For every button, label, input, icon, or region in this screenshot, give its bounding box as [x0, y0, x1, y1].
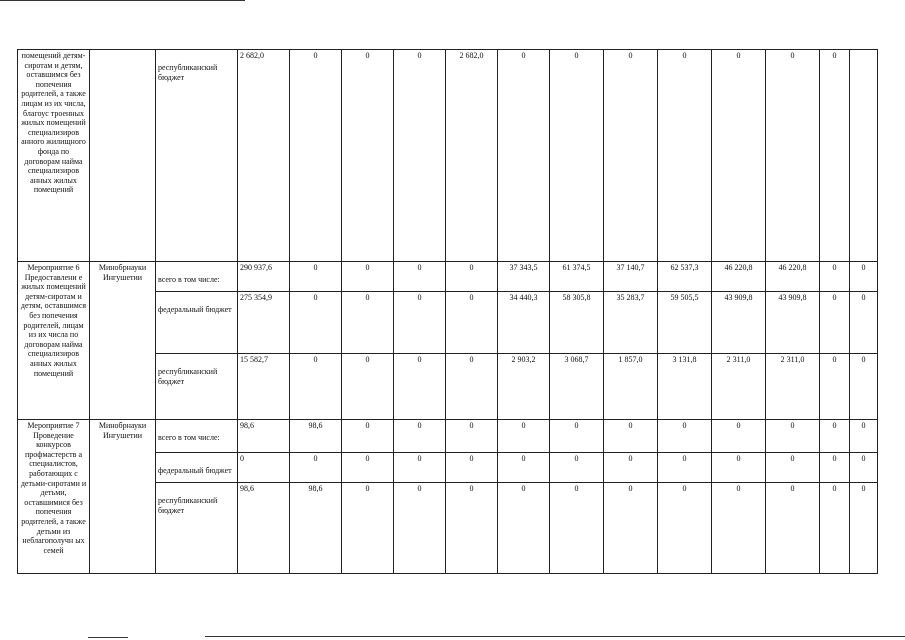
value-cell: 43 909,8: [712, 292, 766, 354]
funding-source-cell: [156, 354, 238, 420]
value-cell: 62 537,3: [658, 262, 712, 292]
value-cell: 0: [850, 262, 878, 292]
value-cell: 0: [658, 420, 712, 453]
table-row: [18, 262, 878, 292]
value-cell: 0: [394, 354, 446, 420]
budget-table: [17, 49, 878, 574]
table-row: [18, 50, 878, 262]
value-cell: 0: [820, 483, 850, 574]
value-cell: 0: [342, 483, 394, 574]
funding-source-cell: [156, 483, 238, 574]
scan-border-top: [0, 0, 245, 1]
value-cell: 0: [766, 50, 820, 262]
value-cell: 2 311,0: [712, 354, 766, 420]
value-cell: 0: [820, 453, 850, 483]
event-cell: Мероприятие 6 Предоставлени е жилых помещений детям-сиротам и детям, оставшимся без попечения родителей, лицам из их числа по договорам найма специализиров анных жилых помещений: [18, 262, 90, 420]
value-cell: 61 374,5: [550, 262, 604, 292]
value-cell: 98,6: [290, 420, 342, 453]
value-cell: 0: [446, 354, 498, 420]
value-cell: 46 220,8: [766, 262, 820, 292]
value-cell: 3 131,8: [658, 354, 712, 420]
funding-source-label: федеральный бюджет: [158, 305, 232, 314]
value-cell: 34 440,3: [498, 292, 550, 354]
value-cell: 0: [820, 354, 850, 420]
funding-source-label: всего в том числе:: [158, 433, 220, 442]
value-cell: 2 682,0: [446, 50, 498, 262]
value-cell: 0: [766, 483, 820, 574]
value-cell: 0: [446, 292, 498, 354]
value-cell: 0: [850, 354, 878, 420]
executor-cell: [90, 50, 156, 262]
value-cell: 0: [446, 262, 498, 292]
value-cell: 0: [820, 262, 850, 292]
executor-cell: Минобрнауки Ингушетии: [90, 262, 156, 420]
value-cell: 0: [394, 453, 446, 483]
value-cell: 0: [712, 483, 766, 574]
value-cell: 0: [604, 420, 658, 453]
value-cell: 0: [290, 50, 342, 262]
total-value-cell: 98,6: [238, 420, 290, 453]
funding-source-label: всего в том числе:: [158, 275, 220, 284]
value-cell: 0: [290, 354, 342, 420]
total-value-cell: 0: [238, 453, 290, 483]
event-cell: помещений детям-сиротам и детям, оставшимся без попечения родителей, а также лицам из их числа, благоус троенных жилых помещений специализиров анного жилищного фонда по договорам найма специализиров анных жилых помещений: [18, 50, 90, 262]
value-cell: 0: [446, 453, 498, 483]
scan-border-bottom: [205, 636, 905, 637]
value-cell: 0: [290, 453, 342, 483]
value-cell: 0: [850, 453, 878, 483]
value-cell: 0: [290, 292, 342, 354]
value-cell: 0: [550, 453, 604, 483]
value-cell: 0: [342, 50, 394, 262]
value-cell: 0: [498, 453, 550, 483]
value-cell: 0: [604, 50, 658, 262]
value-cell: 1 857,0: [604, 354, 658, 420]
funding-source-cell: [156, 50, 238, 262]
event-cell: Мероприятие 7 Проведение конкурсов профмастерств а специалистов, работающих с детьми-сиротами и детьми, оставшимися без попечения родителей, а также детьми из неблагополучн ых семей: [18, 420, 90, 574]
value-cell: 0: [342, 354, 394, 420]
value-cell: 0: [498, 483, 550, 574]
value-cell: 0: [342, 420, 394, 453]
value-cell: 0: [498, 420, 550, 453]
value-cell: 0: [658, 453, 712, 483]
value-cell: 0: [712, 420, 766, 453]
funding-source-label: республиканский бюджет: [158, 63, 218, 82]
value-cell: 0: [550, 420, 604, 453]
total-value-cell: 15 582,7: [238, 354, 290, 420]
value-cell: 0: [342, 292, 394, 354]
value-cell: 0: [658, 50, 712, 262]
value-cell: 59 505,5: [658, 292, 712, 354]
value-cell: 0: [394, 483, 446, 574]
value-cell: 3 068,7: [550, 354, 604, 420]
value-cell: 0: [394, 262, 446, 292]
funding-source-cell: [156, 292, 238, 354]
funding-source-label: федеральный бюджет: [158, 466, 232, 475]
value-cell: 43 909,8: [766, 292, 820, 354]
value-cell: 0: [394, 420, 446, 453]
funding-source-cell: [156, 453, 238, 483]
total-value-cell: 2 682,0: [238, 50, 290, 262]
value-cell: 0: [766, 453, 820, 483]
value-cell: 0: [290, 262, 342, 292]
value-cell: 2 311,0: [766, 354, 820, 420]
value-cell: 0: [820, 292, 850, 354]
funding-source-label: республиканский бюджет: [158, 367, 218, 386]
value-cell: 0: [712, 453, 766, 483]
value-cell: 0: [342, 262, 394, 292]
value-cell: 0: [712, 50, 766, 262]
value-cell: 0: [394, 50, 446, 262]
value-cell: 46 220,8: [712, 262, 766, 292]
value-cell: 37 343,5: [498, 262, 550, 292]
value-cell: 0: [394, 292, 446, 354]
value-cell: 0: [342, 453, 394, 483]
value-cell: 98,6: [290, 483, 342, 574]
total-value-cell: 98,6: [238, 483, 290, 574]
value-cell: 2 903,2: [498, 354, 550, 420]
value-cell: 0: [446, 483, 498, 574]
value-cell: 35 283,7: [604, 292, 658, 354]
value-cell: 37 140,7: [604, 262, 658, 292]
value-cell: 0: [550, 483, 604, 574]
funding-source-cell: [156, 262, 238, 292]
value-cell: 0: [550, 50, 604, 262]
value-cell: 0: [658, 483, 712, 574]
value-cell: 0: [446, 420, 498, 453]
value-cell: 0: [850, 292, 878, 354]
value-cell: 0: [604, 483, 658, 574]
funding-source-label: республиканский бюджет: [158, 496, 218, 515]
value-cell: 0: [498, 50, 550, 262]
executor-cell: Минобрнауки Ингушетии: [90, 420, 156, 574]
table-row: [18, 420, 878, 453]
value-cell: 58 305,8: [550, 292, 604, 354]
value-cell: [850, 50, 878, 262]
value-cell: 0: [820, 420, 850, 453]
value-cell: 0: [820, 50, 850, 262]
funding-source-cell: [156, 420, 238, 453]
scan-border-bottom-left: [88, 637, 128, 638]
value-cell: 0: [766, 420, 820, 453]
value-cell: 0: [850, 483, 878, 574]
value-cell: 0: [604, 453, 658, 483]
total-value-cell: 275 354,9: [238, 292, 290, 354]
value-cell: 0: [850, 420, 878, 453]
total-value-cell: 290 937,6: [238, 262, 290, 292]
